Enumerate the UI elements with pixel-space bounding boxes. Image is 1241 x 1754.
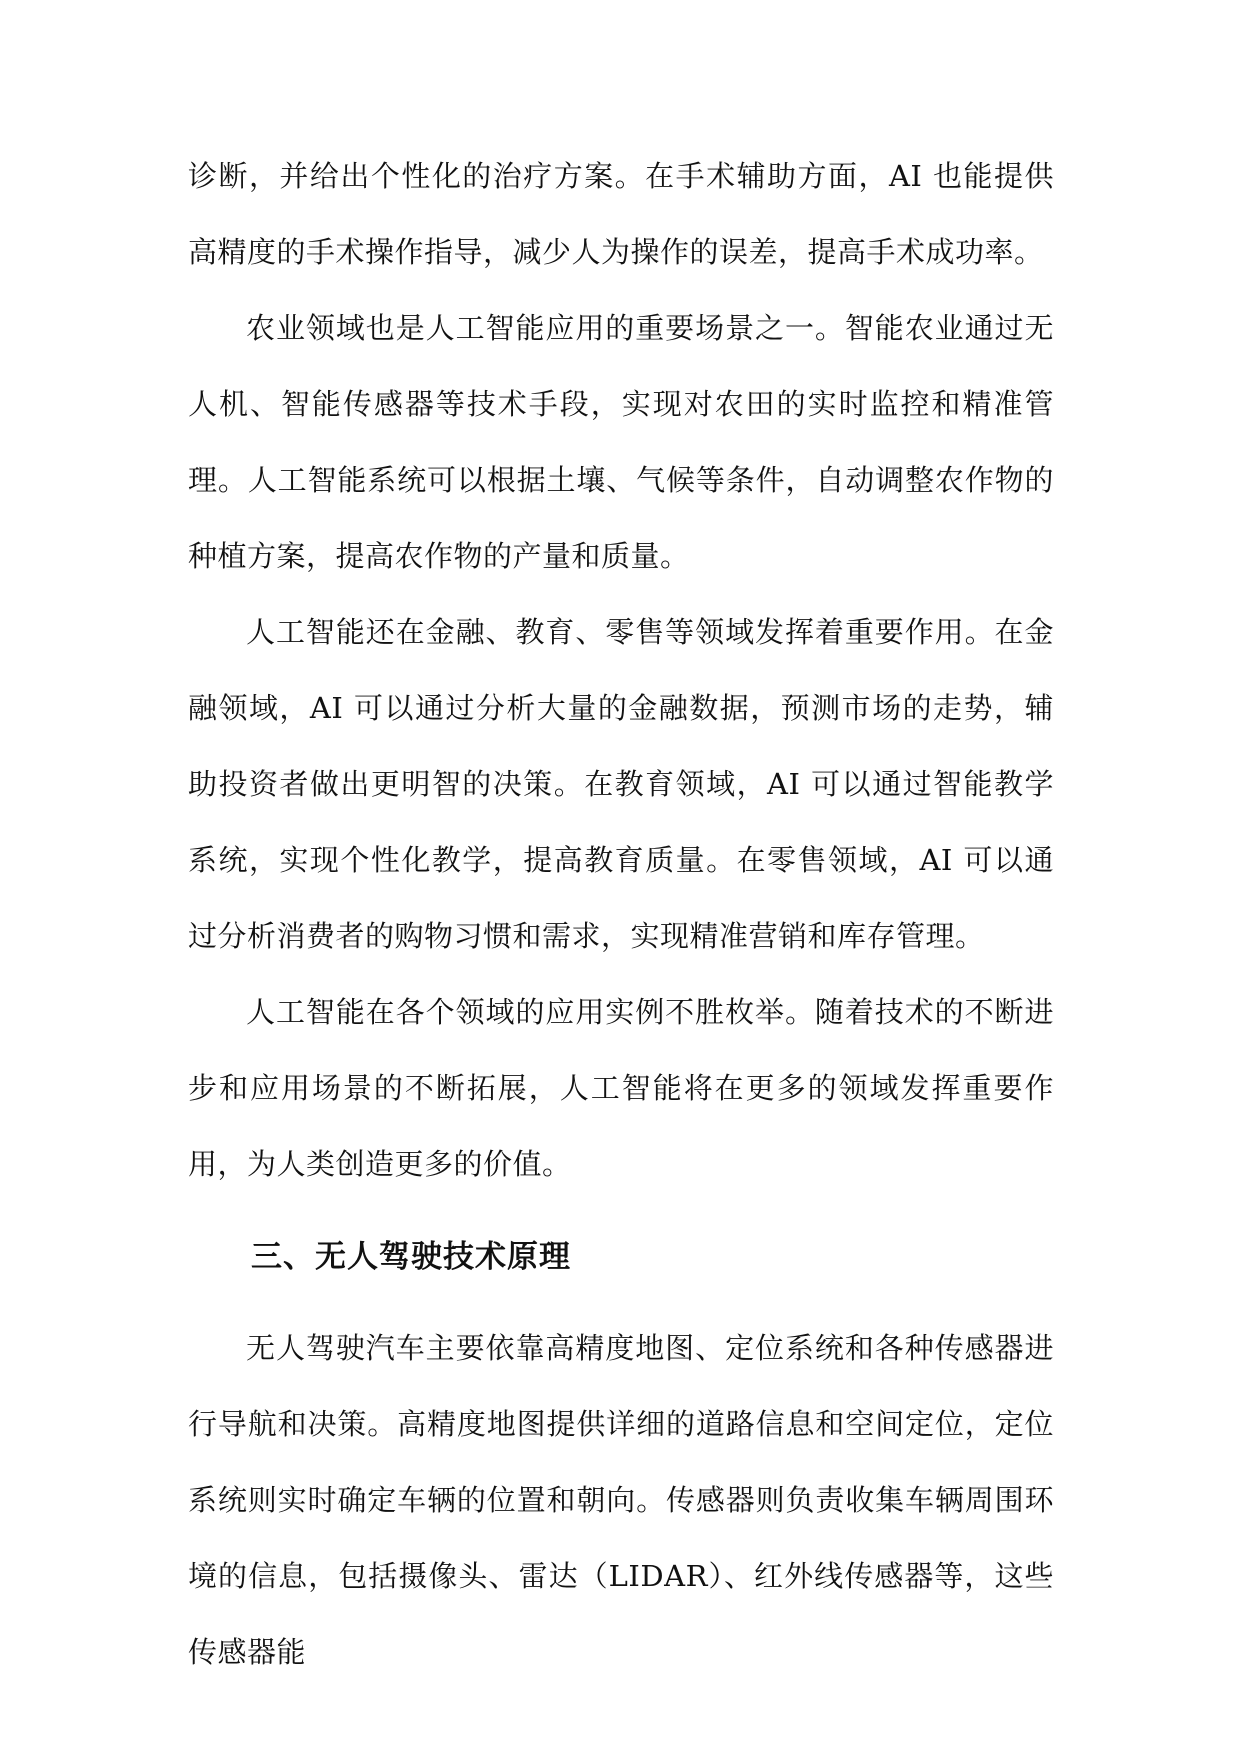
paragraph-medical-continuation: 诊断，并给出个性化的治疗方案。在手术辅助方面，AI 也能提供高精度的手术操作指导，减少人为操作的误差，提高手术成功率。 (188, 159, 1054, 269)
section-heading: 三、无人驾驶技术原理 (251, 1239, 571, 1275)
paragraph-finance-education-retail: 人工智能还在金融、教育、零售等领域发挥着重要作用。在金融领域，AI 可以通过分析大量的金融数据，预测市场的走势，辅助投资者做出更明智的决策。在教育领域，AI 可以通过智能教学系统，实现个性化教学，提高教育质量。在零售领域，AI 可以通过分析消费者的购物习惯和需求，实现精准营销和库存管理。 (188, 615, 1054, 953)
paragraph-conclusion: 人工智能在各个领域的应用实例不胜枚举。随着技术的不断进步和应用场景的不断拓展，人工智能将在更多的领域发挥重要作用，为人类创造更多的价值。 (188, 995, 1054, 1181)
paragraph-agriculture: 农业领域也是人工智能应用的重要场景之一。智能农业通过无人机、智能传感器等技术手段，实现对农田的实时监控和精准管理。人工智能系统可以根据土壤、气候等条件，自动调整农作物的种植方案，提高农作物的产量和质量。 (188, 311, 1054, 573)
paragraph-autonomous-driving: 无人驾驶汽车主要依靠高精度地图、定位系统和各种传感器进行导航和决策。高精度地图提供详细的道路信息和空间定位，定位系统则实时确定车辆的位置和朝向。传感器则负责收集车辆周围环境的信息，包括摄像头、雷达（LIDAR）、红外线传感器等，这些传感器能 (188, 1331, 1054, 1669)
document-body (188, 138, 1054, 1690)
